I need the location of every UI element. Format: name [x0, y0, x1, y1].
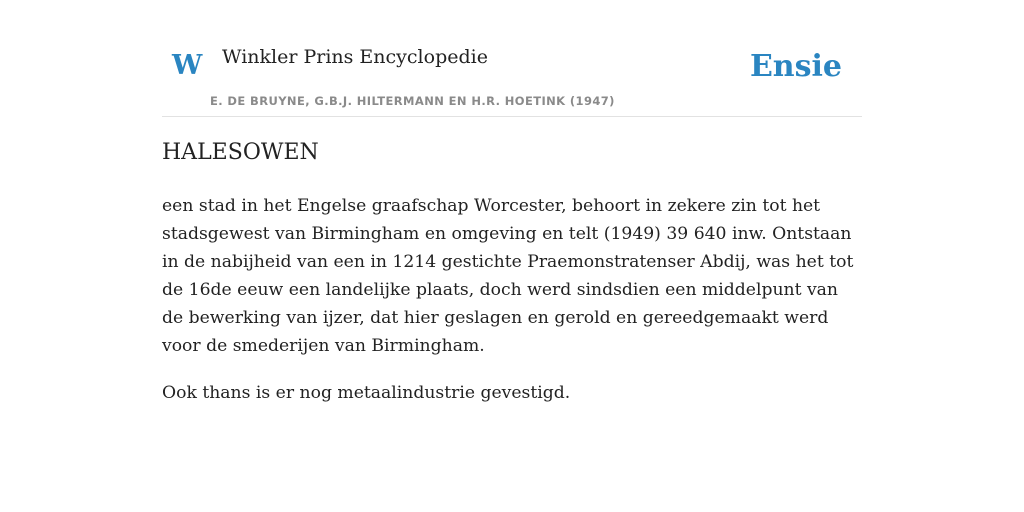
source-authors: E. DE BRUYNE, G.B.J. HILTERMANN EN H.R. HOETINK (1947)	[210, 94, 615, 108]
article-body	[162, 192, 862, 426]
article-paragraph: Ook thans is er nog metaalindustrie gevestigd.	[162, 383, 571, 403]
source-header	[162, 36, 862, 117]
source-title-link[interactable]: Winkler Prins Encyclopedie	[222, 46, 488, 68]
article-paragraph: een stad in het Engelse graafschap Worcester, behoort in zekere zin tot het stadsgewest van Birmingham en omgeving en telt (1949) 39 640 inw. Ontstaan in de nabijheid van een in 1214 gestichte Praemonstratenser Abdij, was het tot de 16de eeuw een landelijke plaats, doch werd sindsdien een middelpunt van de bewerking van ijzer, dat hier geslagen en gerold en gereedgemaakt werd voor de smederijen van Birmingham.	[162, 196, 854, 356]
article-title: HALESOWEN	[162, 140, 319, 165]
source-logo[interactable]: W	[172, 50, 203, 81]
ensie-logo[interactable]: Ensie	[749, 49, 842, 84]
